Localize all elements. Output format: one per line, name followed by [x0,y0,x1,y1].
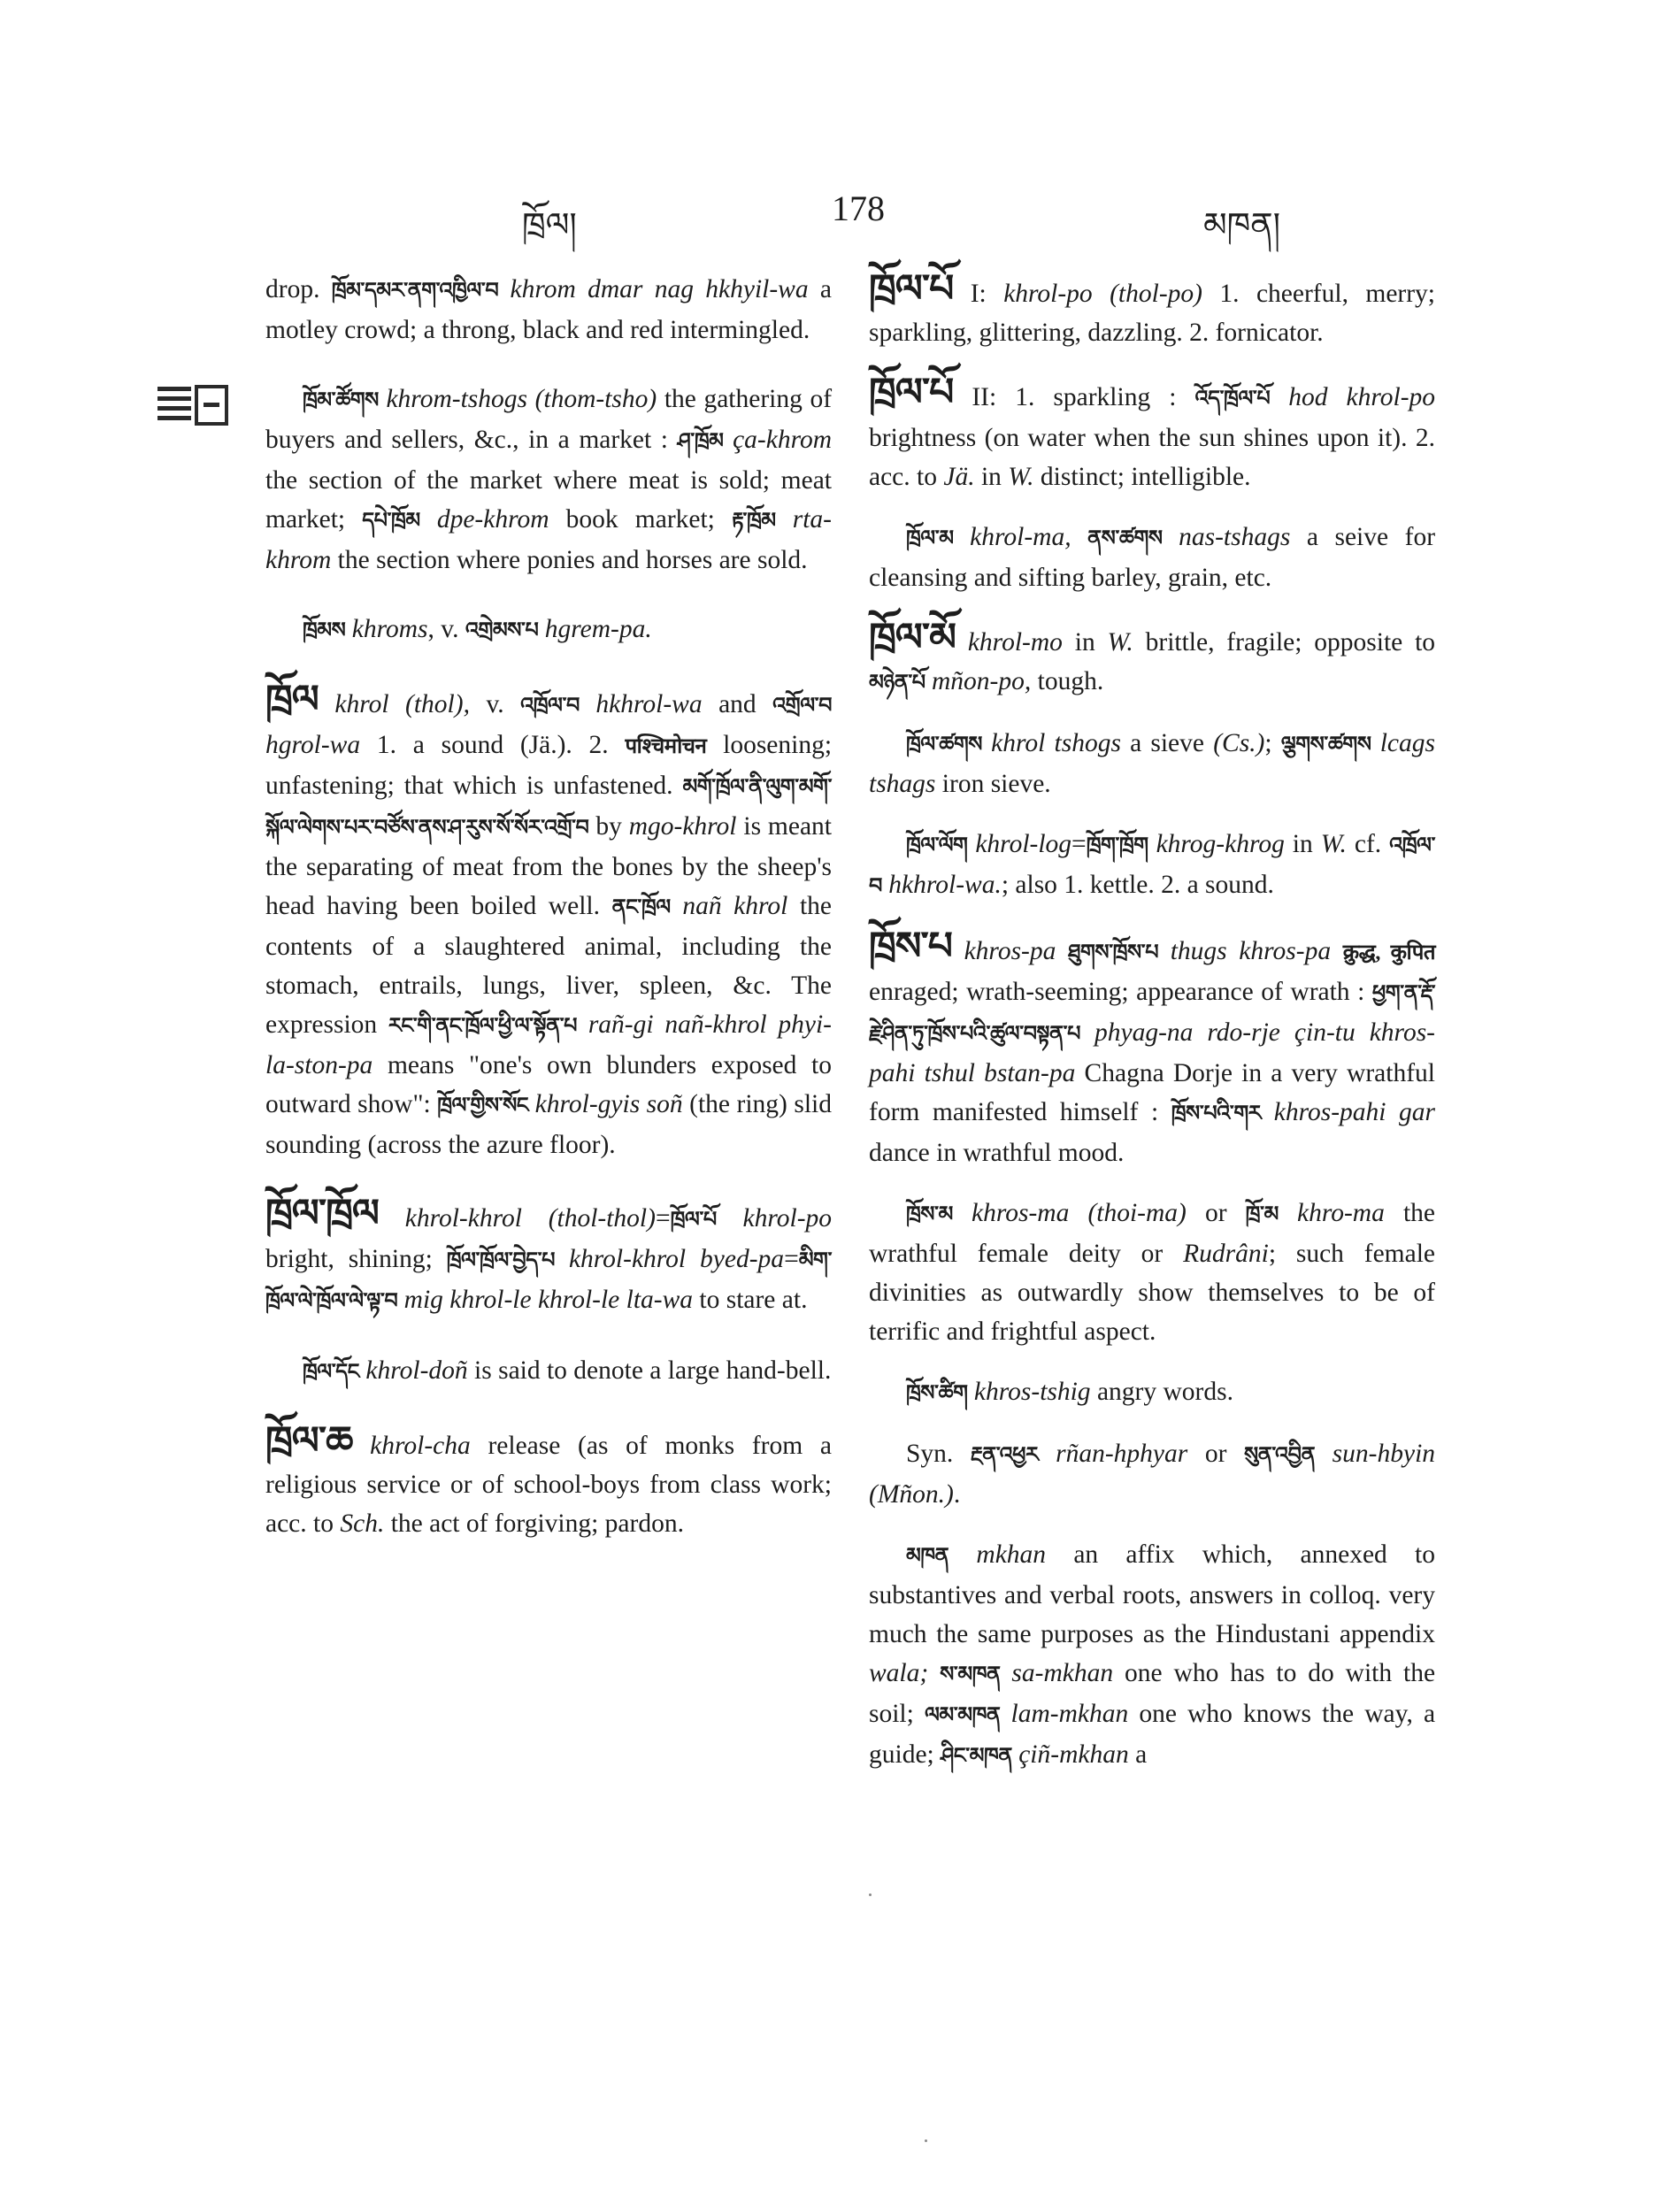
scan-speck [925,2139,927,2142]
entry-khros-tshig: ཁྲོས་ཚིག khros-tshig angry words. [906,1378,1233,1406]
entry-khrol-mo: ཁྲོལ་མོ khrol-mo in W. brittle, fragile; opposite to མཉེན་པོ mñon-po, tough. [869,616,1436,695]
scan-speck [869,1893,872,1896]
entry-syn: Syn. རྔན་འཕྱར rñan-hphyar or སུན་འབྱིན sun-hbyin (Mñon.). [869,1440,1436,1509]
entry-khrol-po-i: ཁྲོལ་པོ I: khrol-po (thol-po) 1. cheerful, merry; sparkling, glittering, dazzling. 2. fornicator. [869,267,1436,347]
entry-khrol-tshogs: ཁྲོལ་ཚགས khrol tshogs a sieve (Cs.); ལྕགས་ཚགས lcags tshags iron sieve. [869,729,1435,798]
entry-khrol-cha: ཁྲོལ་ཆ khrol-cha release (as of monks from a religious service or of school-boys from class work; acc. to Sch. the act of forgiving; pardon. [265,1419,832,1538]
left-column [265,270,832,1573]
entry-khrom-dmar-nag: drop. ཁྲོམ་དམར་ནག་འཁྱིལ་བ khrom dmar nag hkhyil-wa a motley crowd; a throng, black and red intermingled. [265,275,832,344]
entry-khrol-khrol: ཁྲོལ་ཁྲོལ khrol-khrol (thol-thol)=ཁྲོལ་པོ khrol-po bright, shining; ཁྲོལ་ཁྲོལ་བྱེད་པ khrol-khrol byed-pa=མིག་ཁྲོལ་ལེ་ཁྲོལ་ལེ་ལྟ་བ mig khrol-le khrol-le lta-wa to stare at. [265,1192,833,1314]
entry-khrol: ཁྲོལ khrol (thol), v. འཁྲོལ་བ hkhrol-wa and འགྲོལ་བ hgrol-wa 1. a sound (Jä.). 2. पश्चिमोचन loosening; unfastening; that which is unfastened. མགོ་ཁྲོལ་ནི་ལུག་མགོ་སྐོལ་ལེགས་པར་བཙོས་ནས་ཤ་རུས་སོ་སོར་འགྲོ་བ by mgo-khrol is meant the separating of meat from the bones by the sheep's head having been boiled well. ནང་ཁྲོལ nañ khrol the contents of a slaughtered animal, including the stomach, entrails, lungs, liver, spleen, &c. The expression རང་གི་ནང་ཁྲོལ་ཕྱི་ལ་སྟོན་པ rañ-gi nañ-khrol phyi-la-ston-pa means "one's own blunders exposed to outward show": ཁྲོལ་གྱིས་སོང khrol-gyis soñ (the ring) slid sounding (across the azure floor). [265,678,833,1159]
entry-khroms: ཁྲོམས khroms, v. འགྲེམས་པ hgrem-pa. [303,615,652,643]
entry-mkhan: མཁན mkhan an affix which, annexed to substantives and verbal roots, answers in colloq. very much the same purposes as the Hindustani appendix wala; ས་མཁན sa-mkhan one who has to do with the soil; ལམ་མཁན lam-mkhan one who knows the way, a guide; ཤིང་མཁན çiñ-mkhan a [869,1540,1436,1769]
entry-khrol-po-ii: ཁྲོལ་པོ II: 1. sparkling : འོད་ཁྲོལ་པོ hod khrol-po brightness (on water when the sun shines upon it). 2. acc. to Jä. in W. distinct; intelligible. [869,371,1436,491]
running-head-right: མཁན། [1203,207,1281,244]
right-column [869,267,1436,1797]
entry-khrol-ma: ཁྲོལ་མ khrol-ma, ནས་ཚགས nas-tshags a seive for cleansing and sifting barley, grain, etc. [869,523,1436,592]
thumb-index-glyph [195,385,228,426]
entry-khrol-log: ཁྲོལ་ལོག khrol-log=ཁྲོག་ཁྲོག khrog-khrog in W. cf. འཁྲོལ་བ hkhrol-wa.; also 1. kettle. 2. a sound. [869,830,1436,899]
page-number: 178 [832,188,885,228]
thumb-index-bars [157,387,191,426]
thumb-index-mark [157,385,230,429]
running-head-left: ཁྲོལ། [522,207,577,244]
entry-khrom-tshogs: ཁྲོམ་ཚོགས khrom-tshogs (thom-tsho) the gathering of buyers and sellers, &c., in a market : ཤ་ཁྲོམ ça-khrom the section of the market where meat is sold; meat market; དཔེ་ཁྲོམ dpe-khrom book market; རྟ་ཁྲོམ rta-khrom the section where ponies and horses are sold. [265,385,833,574]
entry-khros-pa: ཁྲོས་པ khros-pa ཐུགས་ཁྲོས་པ thugs khros-pa क्रुद्ध, कुपित enraged; wrath-seeming; appearance of wrath : ཕྱག་ན་རྡོ་རྗེ་ཤིན་ཏུ་ཁྲོས་པའི་ཚུལ་བསྟན་པ phyag-na rdo-rje çin-tu khros-pahi tshul bstan-pa Chagna Dorje in a very wrathful form manifested himself : ཁྲོས་པའི་གར khros-pahi gar dance in wrathful mood. [869,925,1436,1167]
entry-khros-ma: ཁྲོས་མ khros-ma (thoi-ma) or ཁྲོ་མ khro-ma the wrathful female deity or Rudrâni; such female divinities as outwardly show themselves to be of terrific and frightful aspect. [869,1199,1436,1346]
entry-khrol-don: ཁྲོལ་དོང khrol-doñ is said to denote a large hand-bell. [303,1356,832,1385]
